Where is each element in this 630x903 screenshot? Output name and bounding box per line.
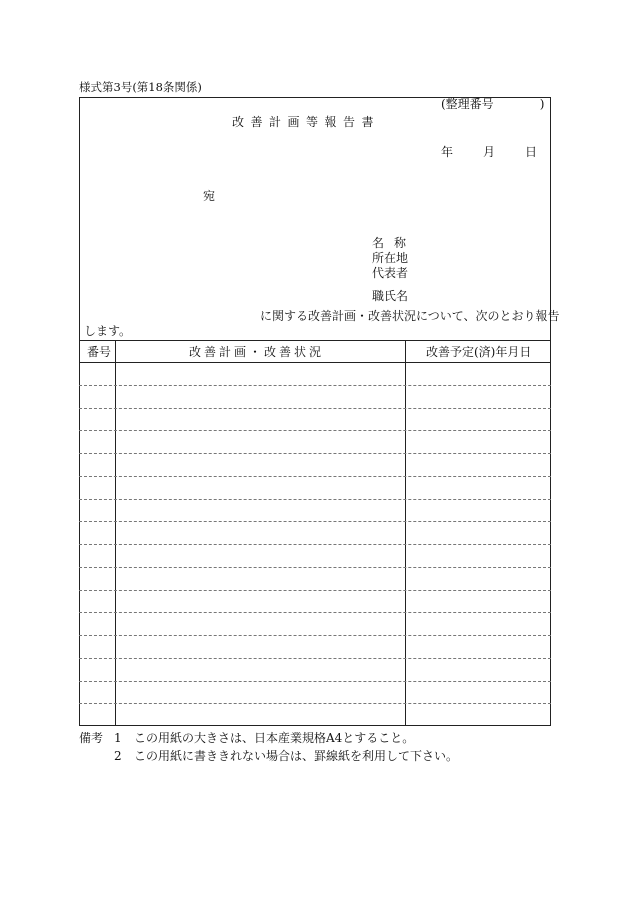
reference-number-open: (整理番号: [441, 97, 494, 111]
date-month: 月: [483, 145, 496, 159]
applicant-title-name-label: 職氏名: [372, 289, 409, 303]
notes-heading: 備考: [79, 731, 104, 745]
body-text-line-1: に関する改善計画・改善状況について、次のとおり報告: [260, 309, 560, 323]
header-scheduled-date: 改善予定(済)年月日: [426, 345, 532, 359]
addressee-suffix: 宛: [203, 189, 216, 203]
reference-number: [441, 98, 544, 110]
table-row-separator: [79, 612, 551, 613]
table-row-separator: [79, 408, 551, 409]
table-row-separator: [79, 635, 551, 636]
body-text-line-2: します。: [84, 324, 132, 338]
table-column-divider: [405, 340, 406, 726]
table-row-separator: [79, 521, 551, 522]
note-number: 2: [114, 749, 122, 763]
document-title: 改善計画等報告書: [232, 115, 381, 129]
applicant-name-label: 名称: [372, 236, 417, 250]
table-column-divider: [115, 340, 116, 726]
table-row-separator: [79, 453, 551, 454]
applicant-address-label: 所在地: [372, 251, 409, 265]
table-row-separator: [79, 703, 551, 704]
table-row-separator: [79, 385, 551, 386]
table-row-separator: [79, 681, 551, 682]
form-number-label: 様式第3号(第18条関係): [79, 80, 202, 94]
table-row-separator: [79, 590, 551, 591]
table-row-separator: [79, 430, 551, 431]
applicant-representative-label: 代表者: [372, 266, 409, 280]
note-text: この用紙に書ききれない場合は、罫線紙を利用して下さい。: [134, 749, 459, 763]
note-number: 1: [114, 731, 122, 745]
table-row-separator: [79, 499, 551, 500]
date-year: 年: [441, 145, 454, 159]
report-table: [79, 340, 551, 726]
table-row-separator: [79, 567, 551, 568]
table-row-separator: [79, 544, 551, 545]
date-day: 日: [525, 145, 538, 159]
header-plan-status: 改善計画・改善状況: [189, 345, 325, 359]
table-row-separator: [79, 658, 551, 659]
header-number: 番号: [87, 345, 112, 359]
date-line: [441, 146, 537, 158]
table-header-border: [79, 362, 551, 363]
reference-number-close: ): [539, 97, 545, 111]
note-text: この用紙の大きさは、日本産業規格A4とすること。: [134, 731, 415, 745]
table-top-border: [79, 340, 551, 341]
table-row-separator: [79, 476, 551, 477]
